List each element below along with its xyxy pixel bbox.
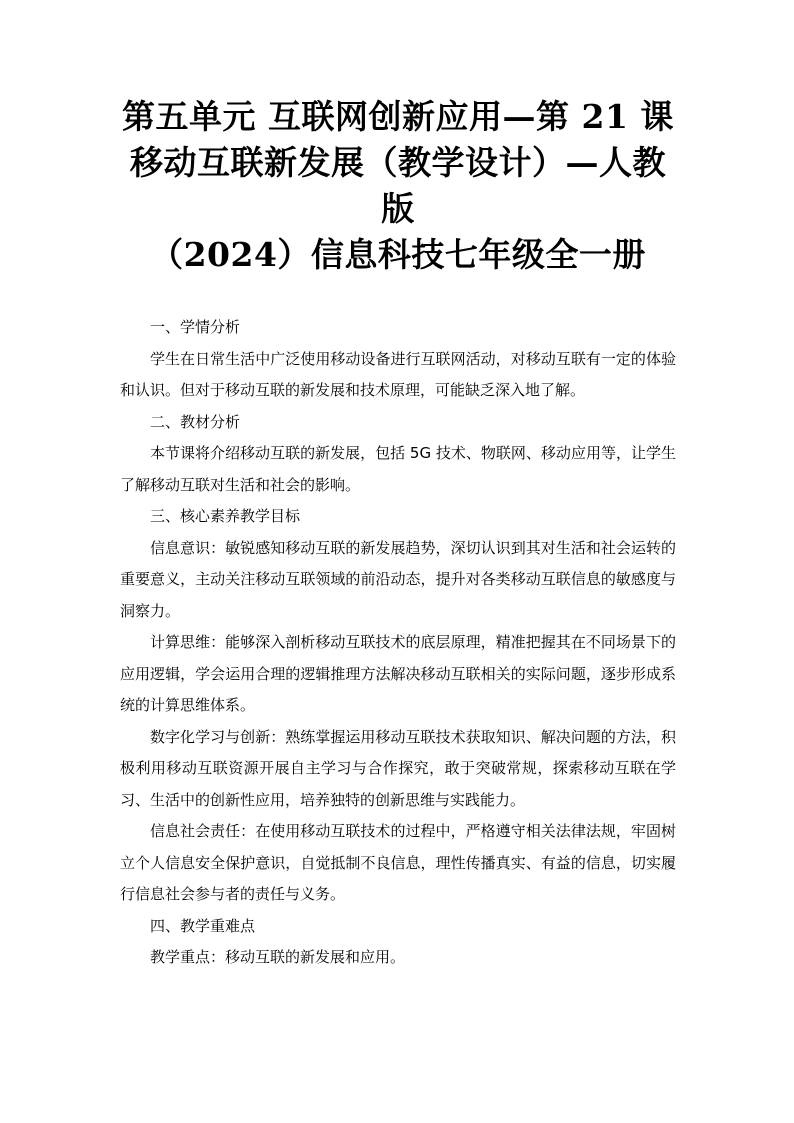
title-line-3: （2024）信息科技七年级全一册 [150, 235, 646, 274]
title-line-1: 第五单元 互联网创新应用—第 21 课 [122, 97, 674, 136]
paragraph-digital-learning-innovation: 数字化学习与创新：熟练掌握运用移动互联技术获取知识、解决问题的方法，积极利用移动互联资源开展自主学习与合作探究，敢于突破常规，探索移动互联在学习、生活中的创新性应用，培养独特的创新思维与实践能力。 [120, 727, 676, 809]
paragraph-information-social-responsibility: 信息社会责任：在使用移动互联技术的过程中，严格遵守相关法律法规，牢固树立个人信息安全保护意识，自觉抵制不良信息，理性传播真实、有益的信息，切实履行信息社会参与者的责任与义务。 [120, 822, 676, 903]
paragraph-computational-thinking: 计算思维：能够深入剖析移动互联技术的底层原理，精准把握其在不同场景下的应用逻辑，学会运用合理的逻辑推理方法解决移动互联相关的实际问题，逐步形成系统的计算思维体系。 [120, 633, 676, 714]
document-title [120, 94, 676, 278]
title-line-2: 移动互联新发展（教学设计）—人教版 [130, 143, 666, 228]
section-heading-key-difficulties: 四、教学重难点 [150, 916, 256, 935]
paragraph-learner-analysis: 学生在日常生活中广泛使用移动设备进行互联网活动，对移动互联有一定的体验和认识。但对于移动互联的新发展和技术原理，可能缺乏深入地了解。 [120, 349, 676, 399]
paragraph-information-awareness: 信息意识：敏锐感知移动互联的新发展趋势，深切认识到其对生活和社会运转的重要意义，主动关注移动互联领域的前沿动态，提升对各类移动互联信息的敏感度与洞察力。 [120, 538, 676, 620]
paragraph-textbook-analysis: 本节课将介绍移动互联的新发展，包括 5G 技术、物联网、移动应用等，让学生了解移动互联对生活和社会的影响。 [120, 444, 676, 494]
paragraph-teaching-focus: 教学重点：移动互联的新发展和应用。 [150, 948, 406, 966]
section-heading-textbook-analysis: 二、教材分析 [150, 412, 241, 431]
section-heading-learner-analysis: 一、学情分析 [150, 318, 241, 336]
document-body [120, 312, 676, 974]
section-heading-core-objectives: 三、核心素养教学目标 [150, 507, 301, 525]
